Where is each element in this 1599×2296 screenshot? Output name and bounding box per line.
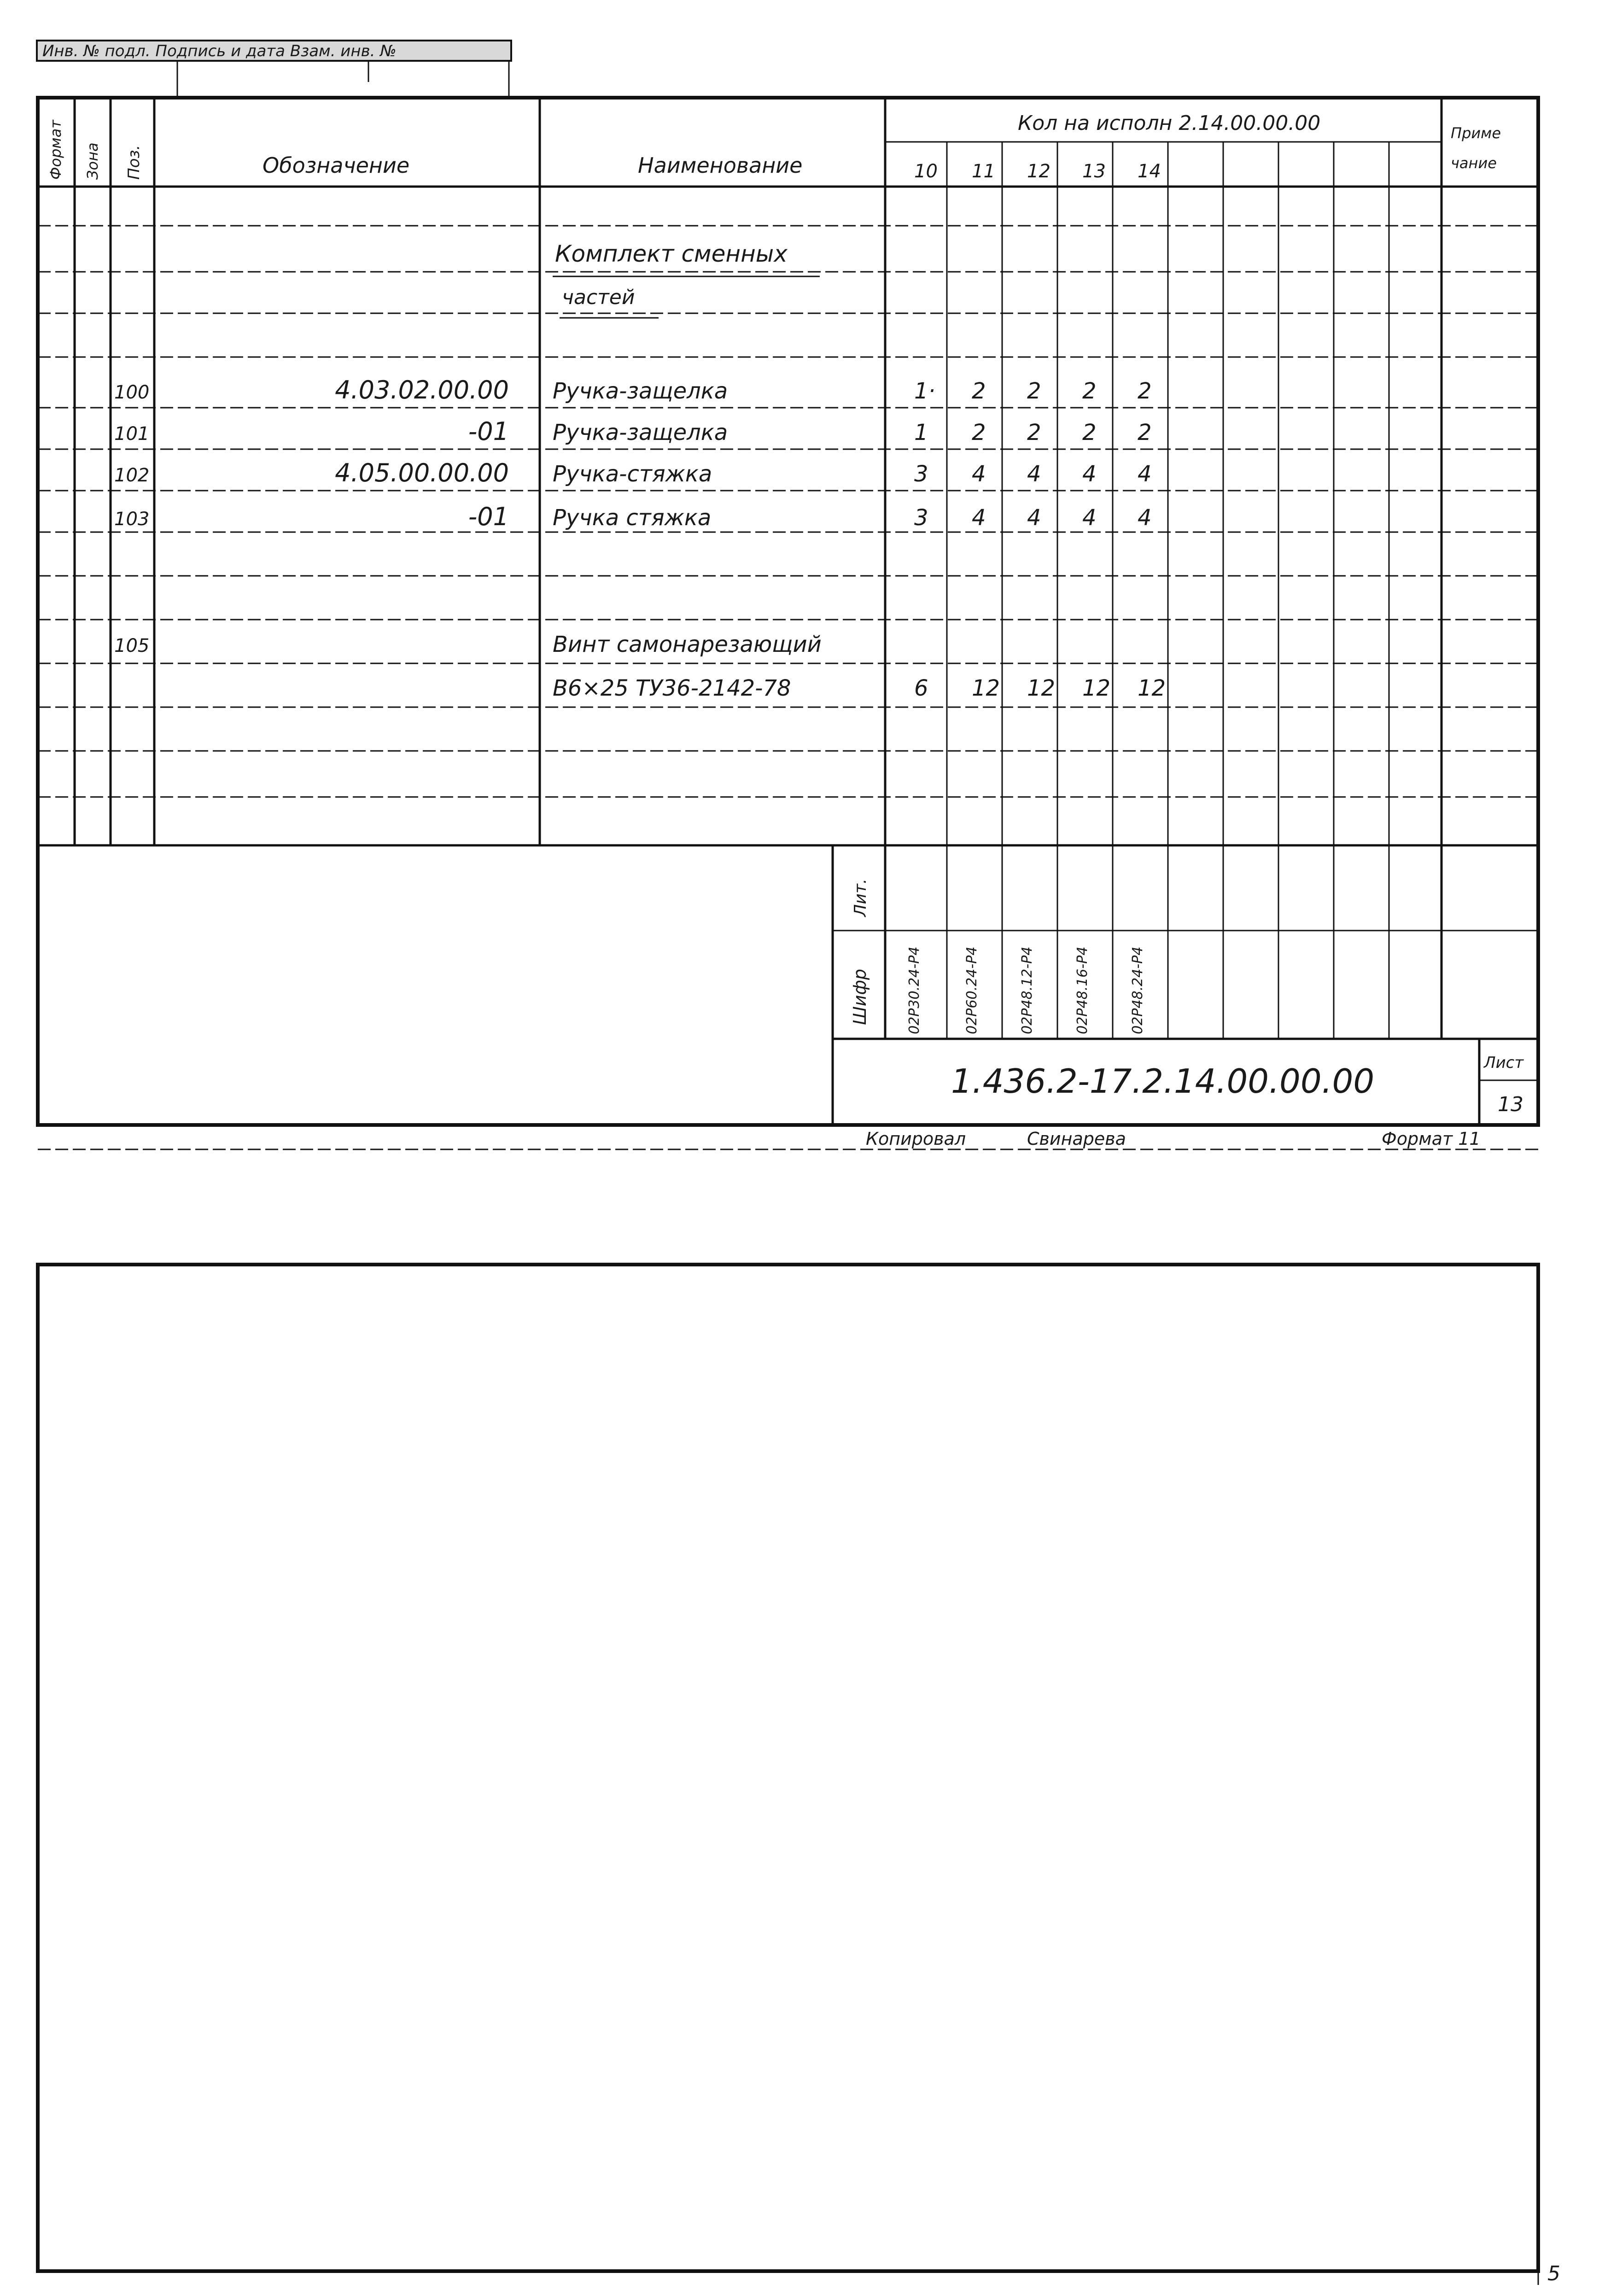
variant-code: 02Р48.24-Р4 — [1130, 946, 1146, 1034]
variant-header-14: 14 — [1138, 161, 1161, 182]
header-prim-2: чание — [1451, 154, 1497, 172]
spec-table-lines — [38, 98, 1538, 1125]
section-heading — [555, 240, 788, 309]
header-naimenovanie: Наименование — [638, 153, 803, 178]
row-qty-13: 2 — [1082, 420, 1097, 445]
row-qty-10: 1 — [914, 420, 928, 445]
variant-code: 02Р48.16-Р4 — [1074, 946, 1091, 1034]
row-name: Ручка-стяжка — [553, 461, 712, 487]
lower-frame — [38, 1265, 1560, 2285]
lit-label: Лит. — [851, 879, 870, 917]
row-qty-11: 4 — [972, 505, 986, 531]
row-name: В6×25 ТУ36-2142-78 — [553, 675, 791, 701]
corner-mark: 5 — [1547, 2262, 1560, 2285]
variant-code: 02Р60.24-Р4 — [964, 946, 980, 1034]
row-poz: 100 — [114, 382, 150, 403]
row-qty-13: 4 — [1082, 505, 1097, 531]
row-qty-10: 6 — [914, 675, 928, 701]
row-name: Ручка-защелка — [553, 378, 728, 404]
row-designation: 4.03.02.00.00 — [335, 375, 509, 404]
row-poz: 105 — [114, 635, 150, 656]
table-row — [114, 502, 1152, 531]
header-zona: Зона — [84, 142, 101, 180]
row-qty-11: 12 — [972, 675, 1000, 701]
row-qty-10: 3 — [914, 461, 928, 487]
row-qty-14: 2 — [1138, 420, 1152, 445]
row-name: Ручка стяжка — [553, 505, 712, 531]
footer — [38, 1129, 1538, 1149]
header-poz: Поз. — [125, 145, 143, 180]
table-row — [114, 375, 1152, 404]
variant-code: 02Р30.24-Р4 — [906, 946, 922, 1034]
row-qty-12: 2 — [1027, 378, 1041, 404]
variant-header-13: 13 — [1082, 161, 1106, 182]
table-row — [114, 458, 1152, 487]
row-qty-12: 12 — [1027, 675, 1056, 701]
row-designation: -01 — [468, 502, 509, 531]
row-qty-12: 4 — [1027, 461, 1041, 487]
row-qty-14: 4 — [1138, 461, 1152, 487]
row-qty-14: 4 — [1138, 505, 1152, 531]
variant-header-11: 11 — [972, 161, 995, 182]
row-qty-14: 2 — [1138, 378, 1152, 404]
row-qty-13: 12 — [1082, 675, 1111, 701]
row-qty-13: 2 — [1082, 378, 1097, 404]
variant-header-10: 10 — [914, 161, 938, 182]
footer-format: Формат 11 — [1382, 1129, 1481, 1149]
row-qty-11: 4 — [972, 461, 986, 487]
row-designation: -01 — [468, 417, 509, 446]
row-poz: 103 — [114, 509, 150, 530]
table-row — [553, 675, 1166, 701]
table-header — [47, 111, 1501, 182]
inventory-stamp-text: Инв. № подл. Подпись и дата Взам. инв. № — [42, 42, 397, 60]
section-line1: Комплект сменных — [555, 240, 788, 267]
row-name: Ручка-защелка — [553, 420, 728, 445]
header-kol-title: Кол на исполн 2.14.00.00.00 — [1018, 111, 1321, 135]
variant-headers — [914, 161, 1161, 182]
row-poz: 102 — [114, 465, 150, 486]
variant-code: 02Р48.12-Р4 — [1019, 946, 1035, 1034]
table-row — [114, 417, 1152, 446]
sheet-number: 13 — [1498, 1093, 1523, 1116]
data-rows — [114, 375, 1166, 701]
code-cells — [906, 947, 1146, 1034]
row-qty-12: 4 — [1027, 505, 1041, 531]
inventory-stamp — [37, 41, 511, 98]
row-qty-12: 2 — [1027, 420, 1041, 445]
row-qty-11: 2 — [972, 378, 986, 404]
row-qty-14: 12 — [1138, 675, 1166, 701]
sheet-label: Лист — [1484, 1054, 1524, 1072]
row-name: Винт самонарезающий — [553, 632, 822, 657]
footer-name: Свинарева — [1027, 1129, 1126, 1149]
footer-copied: Копировал — [866, 1129, 966, 1149]
row-designation: 4.05.00.00.00 — [335, 458, 509, 487]
row-qty-10: 1· — [914, 378, 935, 404]
table-row — [114, 632, 822, 657]
header-oboznachenie: Обозначение — [263, 153, 410, 178]
row-qty-13: 4 — [1082, 461, 1097, 487]
title-block — [850, 879, 1524, 1116]
row-qty-11: 2 — [972, 420, 986, 445]
doc-number: 1.436.2-17.2.14.00.00.00 — [951, 1062, 1375, 1101]
row-poz: 101 — [114, 423, 150, 445]
variant-header-12: 12 — [1027, 161, 1050, 182]
header-forma: Формат — [47, 120, 64, 180]
section-line2: частей — [562, 286, 635, 309]
shifr-label: Шифр — [850, 969, 870, 1025]
header-prim-1: Приме — [1451, 124, 1501, 142]
row-qty-10: 3 — [914, 505, 928, 531]
